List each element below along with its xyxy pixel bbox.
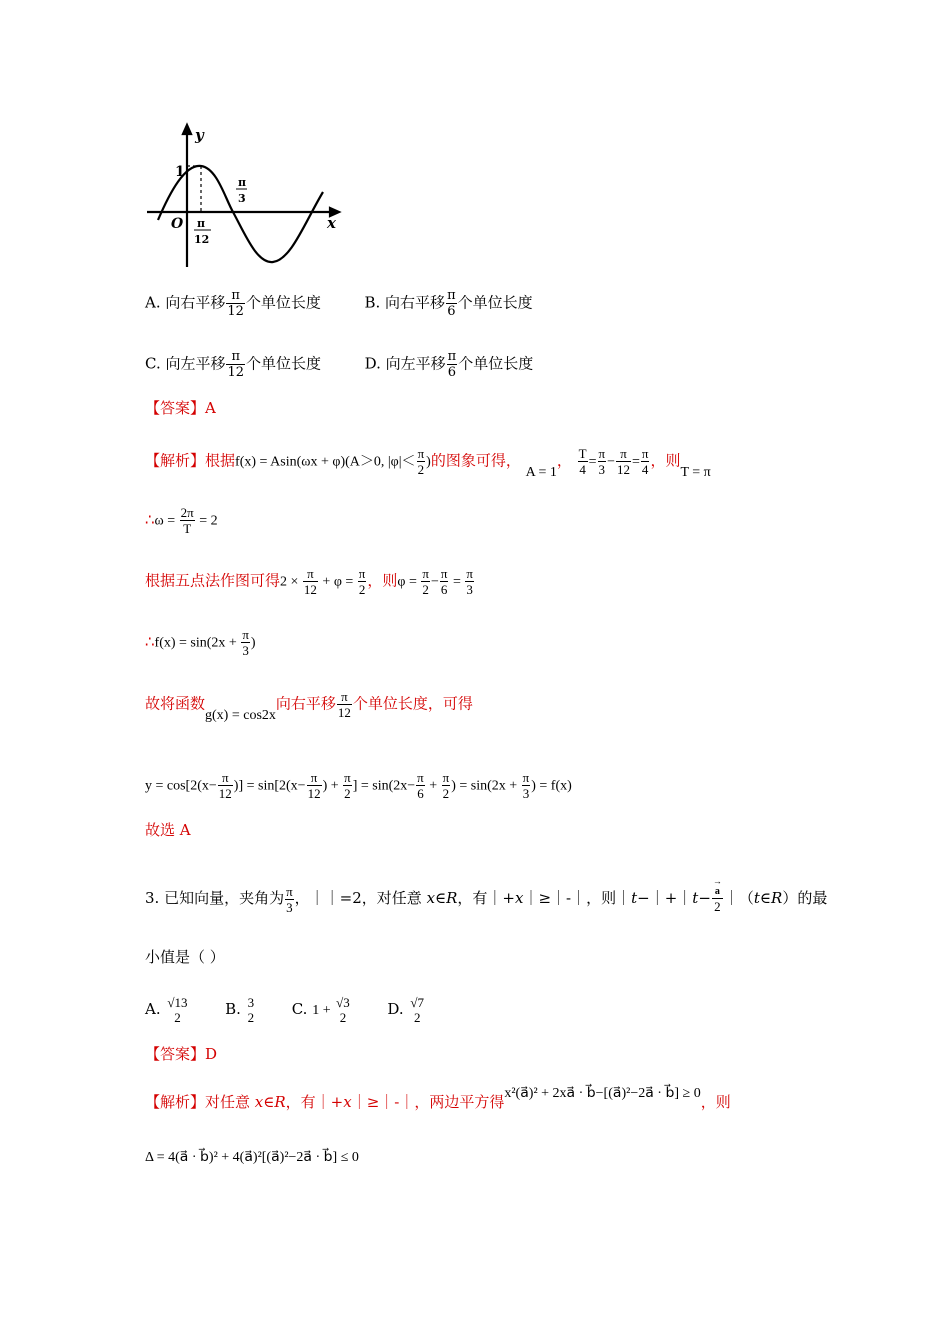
y-axis-arrow: [183, 125, 191, 134]
question-3: 3. 已知向量，夹角为 $\frac{\pi}{3}$ ，｜｜=2，对任意 x∈R，有｜+x｜≥｜-｜，则｜t−｜+｜t− → a 2 ｜（t∈R）的最: [145, 876, 828, 915]
tick-pi-3-num: π: [238, 176, 247, 189]
origin-label: O: [171, 216, 184, 232]
one-label: 1: [175, 164, 185, 180]
y-line: y = cos[2(x− $\frac{\pi}{12}$ )] = sin[2(x− $\frac{\pi}{12}$ ) + $\frac{\pi}{2}$ ] = sin(2x− $\frac{\pi}{6}$ + $\frac{\pi}{2}$ ) = sin(2x + $\frac{\pi}{3}$ ) = f(x): [145, 770, 572, 801]
f-line: ∴f(x) = sin(2x + $\frac{\pi}{3}$ ): [145, 627, 256, 658]
answer-2: 【答案】D: [145, 1045, 218, 1063]
q2-options-cd: C. 向左平移 $\frac{\pi}{12}$ 个单位长度 D. 向左平移 $\frac{\pi}{6}$ 个单位长度: [145, 349, 534, 380]
conclusion-1: 故选 A: [145, 821, 191, 839]
x-axis-label: x: [327, 214, 336, 232]
phi-line: 根据五点法作图可得2 × $\frac{\pi}{12}$ + φ = $\frac{\pi}{2}$ ，则φ = $\frac{\pi}{2}$ − $\frac{\pi}{6}$ = $\frac{\pi}{3}$: [145, 566, 473, 597]
delta-line: Δ = 4(a⃗ · b⃗)² + 4(a⃗)²[(a⃗)²−2a⃗ · b⃗] ≤ 0: [145, 1150, 359, 1165]
tick-pi-12-num: π: [197, 217, 206, 230]
shift-line: 故将函数g(x) = cos2x向右平移 $\frac{\pi}{12}$ 个单位长度，可得: [145, 689, 473, 723]
tick-pi-12-den: 12: [194, 233, 210, 246]
answer-1: 【答案】A: [145, 399, 216, 417]
analysis-1: 【解析】根据f(x) = Asin(ωx + φ)(A＞0, |φ|＜ $\frac{\pi}{2}$ )的图象可得， A = 1， $\frac{T}{4}$ = $\frac{\pi}{3}$ − $\frac{\pi}{12}$ = $\frac{\pi}{4}$ ，则T = π: [145, 446, 711, 480]
y-axis-label: y: [195, 126, 204, 144]
tick-pi-3-den: 3: [238, 192, 246, 205]
omega-line: ∴ω = $\frac{2\pi}{T}$ = 2: [145, 505, 218, 536]
q3-options: A. √13 2 B. 3 2 C. 1 + √3 2 D. √7 2: [145, 995, 425, 1025]
q2-options-ab: A. 向右平移 $\frac{\pi}{12}$ 个单位长度 B. 向右平移 $\frac{\pi}{6}$ 个单位长度: [145, 288, 533, 319]
analysis-2: 【解析】对任意 x∈R，有｜+x｜≥｜-｜，两边平方得x²(a⃗)² + 2xa⃗ · b⃗−[(a⃗)²−2a⃗ · b⃗] ≥ 0，则: [145, 1086, 731, 1111]
sine-graph-figure: [145, 122, 345, 272]
question-3-line-2: 小值是（ ）: [145, 948, 225, 966]
